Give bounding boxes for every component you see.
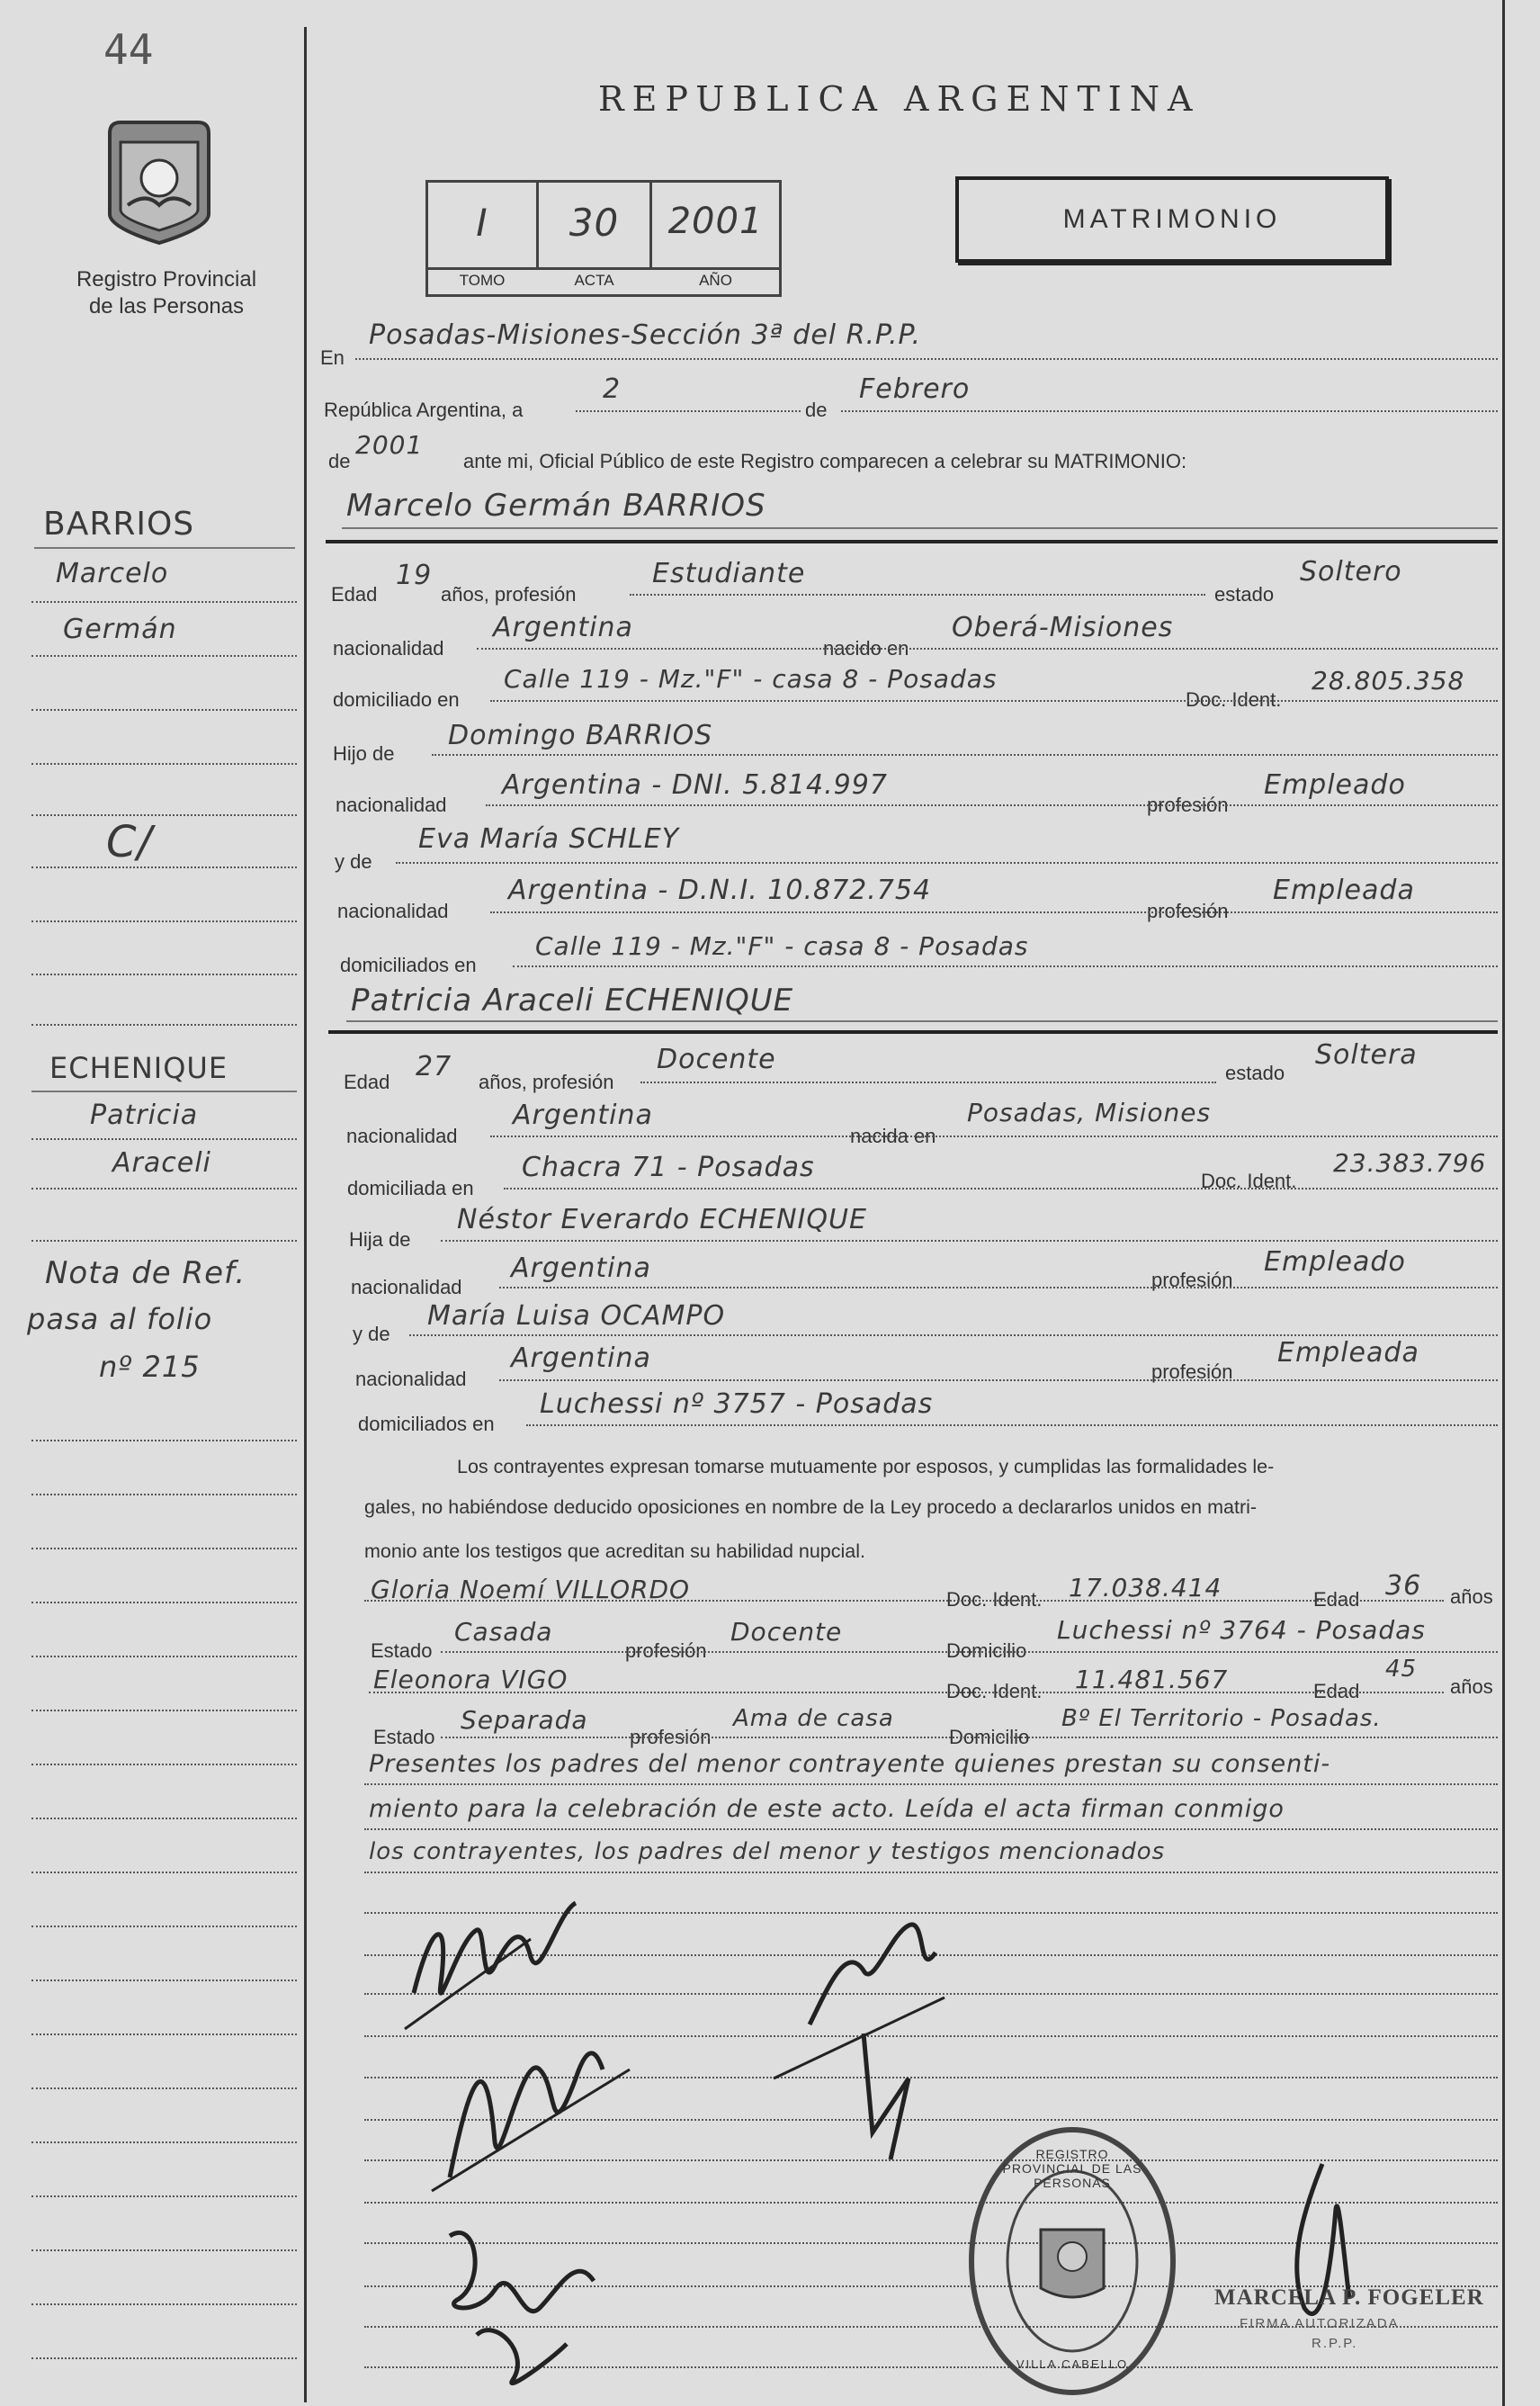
place-value: Posadas-Misiones-Sección 3ª del R.P.P. [369,319,922,351]
stamp-bottom-text: VILLA CABELLO [1016,2357,1129,2371]
bride-nacida: Posadas, Misiones [967,1098,1212,1127]
groom-father-nac-label: nacionalidad [336,794,447,816]
witness2-profesion-label: profesión [630,1726,712,1748]
groom-edad: 19 [396,560,433,591]
margin-note-line-3: nº 215 [99,1350,201,1384]
groom-doc: 28.805.358 [1312,666,1465,696]
month-value: Febrero [859,373,971,405]
witness1-anios-label: años [1450,1585,1493,1608]
bride-father-prof-label: profesión [1151,1269,1233,1291]
groom-father: Domingo BARRIOS [448,720,713,751]
groom-profesion-label: años, profesión [441,583,577,606]
bride-father-nac-label: nacionalidad [351,1276,462,1298]
witness1-estado: Casada [454,1617,553,1647]
bride-nacionalidad: Argentina [513,1100,653,1131]
groom-estado: Soltero [1300,556,1402,588]
bride-estado-label: estado [1225,1062,1285,1084]
bride-estado: Soltera [1315,1039,1418,1071]
bride-edad-label: Edad [344,1071,390,1093]
bride-hija-label: Hija de [349,1228,411,1251]
groom-mother: Eva María SCHLEY [418,823,680,855]
notes-line-1: Presentes los padres del menor contrayente quienes prestan su consenti- [369,1750,1331,1778]
witness1-edad: 36 [1385,1570,1422,1602]
witness1-profesion-label: profesión [625,1639,707,1662]
margin-conj: C/ [106,817,153,867]
groom-domicilio: Calle 119 - Mz."F" - casa 8 - Posadas [504,664,998,694]
groom-father-prof: Empleado [1264,769,1406,801]
bride-nacida-label: nacida en [850,1125,936,1147]
witness2-doc: 11.481.567 [1075,1665,1229,1694]
bride-mother-nac: Argentina [511,1342,651,1374]
year-value: 2001 [355,430,424,460]
province-crest-icon [101,115,218,250]
groom-doc-label: Doc. Ident. [1186,688,1282,711]
registry-line-1: Registro Provincial [76,267,257,292]
bride-father-nac: Argentina [511,1252,651,1284]
declaration-line-3: monio ante los testigos que acreditan su habilidad nupcial. [364,1540,865,1562]
bride-edad: 27 [416,1051,452,1082]
margin-rule [304,27,307,2402]
groom-father-prof-label: profesión [1147,794,1229,816]
witness2-profesion: Ama de casa [733,1705,894,1732]
month-de-label: de [805,399,828,421]
witness1-profesion: Docente [730,1617,843,1647]
intro-statement: ante mi, Oficial Público de este Registro comparecen a celebrar su MATRIMONIO: [463,450,1187,472]
groom-estado-label: estado [1214,583,1275,606]
en-label: En [320,346,345,369]
anio-value: 2001 [667,201,764,242]
margin-groom-first: Marcelo [56,558,169,589]
witness1-name: Gloria Noemí VILLORDO [371,1575,691,1604]
registry-stamp [964,2122,1180,2401]
republic-label: República Argentina, a [324,399,524,421]
bride-mother: María Luisa OCAMPO [427,1300,726,1332]
witness2-anios-label: años [1450,1675,1493,1698]
witness2-estado-label: Estado [373,1726,435,1748]
declaration-line-1: Los contrayentes expresan tomarse mutuamente por esposos, y cumplidas las formalidades le- [457,1456,1275,1477]
right-rule [1502,0,1505,2406]
bride-father-prof: Empleado [1264,1246,1406,1278]
bride-mother-nac-label: nacionalidad [355,1368,467,1390]
bride-mother-prof-label: profesión [1151,1360,1233,1383]
doc-type-label: MATRIMONIO [1062,204,1282,234]
notes-line-3: los contrayentes, los padres del menor y testigos mencionados [369,1838,1166,1865]
tomo-label: TOMO [459,272,506,289]
witness2-estado: Separada [461,1705,588,1735]
groom-mother-yde-label: y de [335,850,372,873]
bride-divider [328,1030,1498,1034]
groom-edad-label: Edad [331,583,378,606]
signature-4-icon [756,1899,962,2186]
bride-profesion: Docente [657,1044,776,1075]
witness1-doc-label: Doc. Ident. [946,1588,1043,1611]
groom-nacido: Oberá-Misiones [952,612,1174,643]
bride-doc: 23.383.796 [1333,1148,1487,1178]
witness1-domicilio-label: Domicilio [946,1639,1027,1662]
bride-mother-yde-label: y de [353,1323,390,1345]
anio-label: AÑO [699,272,732,289]
witness2-domicilio: Bº El Territorio - Posadas. [1061,1705,1382,1732]
doc-type-box [955,176,1389,263]
acta-value: 30 [569,201,620,245]
groom-nac-label: nacionalidad [333,637,444,660]
registry-line-2: de las Personas [88,294,245,319]
groom-profesion: Estudiante [652,558,806,589]
groom-domicilio-label: domiciliado en [333,688,460,711]
groom-father-nac: Argentina - DNI. 5.814.997 [502,769,888,801]
tomo-value: I [476,201,488,245]
groom-mother-prof: Empleada [1273,875,1415,906]
margin-note-line-1: Nota de Ref. [45,1255,246,1291]
registry-name [45,266,288,320]
acta-label: ACTA [574,272,614,289]
official-line-3: R.P.P. [1312,2336,1358,2351]
groom-mother-nac: Argentina - D.N.I. 10.872.754 [508,875,932,906]
day-value: 2 [603,373,622,405]
signature-2-icon [423,2015,639,2204]
bride-doc-label: Doc. Ident. [1201,1170,1297,1192]
groom-mother-prof-label: profesión [1147,900,1229,922]
witness1-domicilio: Luchessi nº 3764 - Posadas [1057,1615,1426,1645]
witness1-doc: 17.038.414 [1069,1573,1222,1603]
margin-bride-second: Araceli [112,1147,211,1179]
bride-father: Néstor Everardo ECHENIQUE [457,1204,867,1235]
witness1-estado-label: Estado [371,1639,433,1662]
year-de-label: de [328,450,351,472]
groom-mother-nac-label: nacionalidad [337,900,449,922]
official-line-2: FIRMA AUTORIZADA [1240,2316,1400,2331]
stamp-ring-text: REGISTRO PROVINCIAL DE LAS PERSONAS [1002,2147,1142,2190]
bride-full-name: Patricia Araceli ECHENIQUE [351,983,794,1019]
notes-line-2: miento para la celebración de este acto. Leída el acta firman conmigo [369,1795,1285,1823]
margin-groom-second: Germán [63,614,177,645]
margin-bride-first: Patricia [90,1100,199,1131]
declaration-line-2: gales, no habiéndose deducido oposiciones en nombre de la Ley procedo a declararlos unidos en matri- [364,1496,1258,1518]
official-name: MARCELA P. FOGELER [1214,2285,1484,2310]
margin-groom-surname: BARRIOS [43,506,195,543]
witness2-edad: 45 [1385,1656,1418,1683]
witness2-edad-label: Edad [1313,1680,1360,1702]
witness2-doc-label: Doc. Ident. [946,1680,1043,1702]
bride-parents-dom: Luchessi nº 3757 - Posadas [540,1388,934,1420]
groom-divider [326,540,1498,543]
bride-domicilio-label: domiciliada en [347,1177,474,1199]
bride-domicilio: Chacra 71 - Posadas [522,1152,815,1183]
page-title: REPUBLICA ARGENTINA [598,79,1201,119]
signature-3-icon [423,2200,621,2398]
groom-hijo-label: Hijo de [333,742,395,765]
groom-parents-dom-label: domiciliados en [340,954,477,976]
groom-nacido-label: nacido en [823,637,909,660]
groom-full-name: Marcelo Germán BARRIOS [346,488,766,524]
margin-bride-surname: ECHENIQUE [49,1051,228,1085]
bride-nac-label: nacionalidad [346,1125,458,1147]
groom-parents-dom: Calle 119 - Mz."F" - casa 8 - Posadas [535,931,1029,961]
witness1-edad-label: Edad [1313,1588,1360,1611]
margin-note-line-2: pasa al folio [27,1302,213,1336]
witness2-domicilio-label: Domicilio [949,1726,1030,1748]
folio-number: 44 [103,25,154,74]
tomo-acta-box [425,180,782,297]
groom-nacionalidad: Argentina [493,612,633,643]
bride-mother-prof: Empleada [1277,1337,1419,1369]
bride-parents-dom-label: domiciliados en [358,1413,495,1435]
bride-profesion-label: años, profesión [479,1071,614,1093]
witness2-name: Eleonora VIGO [373,1665,569,1694]
